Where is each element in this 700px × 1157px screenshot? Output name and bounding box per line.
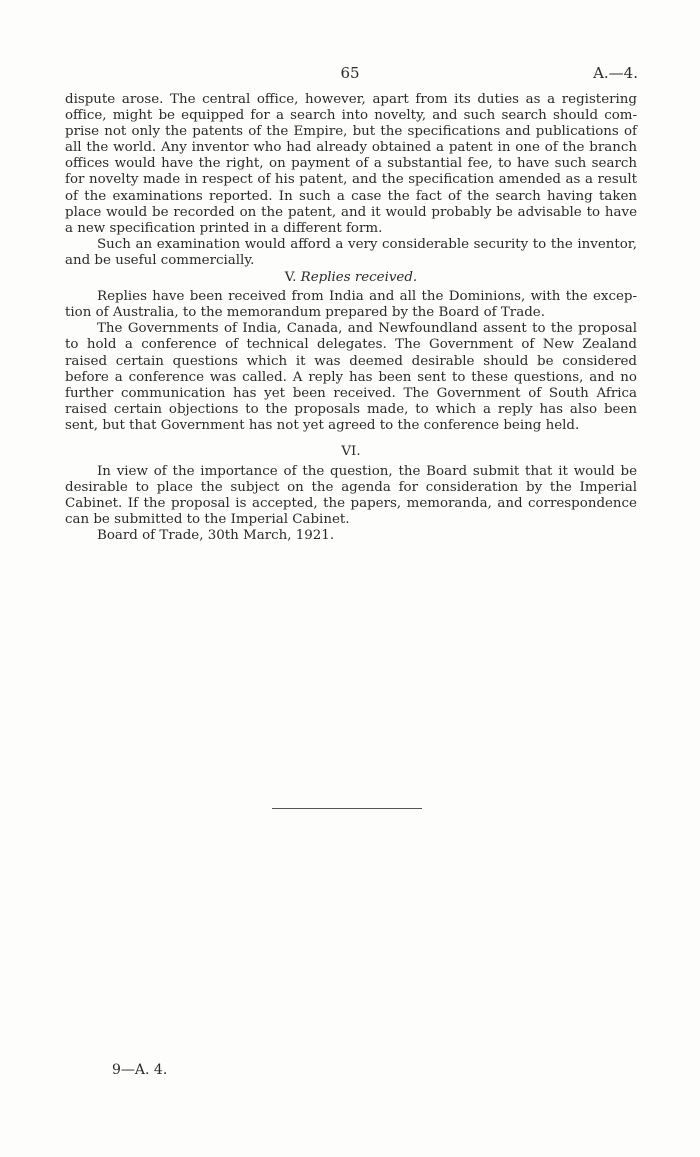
paragraph-board-submission: In view of the importance of the question, the Board submit that it would be desirable to place the subject on the agenda for consideration by the Imperial Cabinet. If the proposal is accepted, the papers, memoranda, and correspondence can be submitted to the Imperial Cabinet. xyxy=(65,464,637,528)
document-body xyxy=(65,92,637,545)
closing-divider xyxy=(272,808,422,809)
section-number: VI. xyxy=(341,443,361,459)
document-reference: A.—4. xyxy=(593,64,638,82)
section-title: Replies received. xyxy=(300,270,418,286)
paragraph-replies-received: Replies have been received from India and all the Dominions, with the exception of Australia, to the memorandum prepared by the Board of Trade. xyxy=(65,289,637,321)
paragraph-central-office: dispute arose. The central office, however, apart from its duties as a registering office, might be equipped for a search into novelty, and such search should comprise not only the patents of the Empire, but the specifications and publications of all the world. Any inventor who had already obtained a patent in one of the branch offices would have the right, on payment of a substantial fee, to have such search for novelty made in respect of his patent, and the specification amended as a result of the examinations reported. In such a case the fact of the search having taken place would be recorded on the patent, and it would probably be advisable to have a new specification printed in a different form. xyxy=(65,92,637,236)
section-number: V. xyxy=(284,270,297,286)
paragraph-examination-security: Such an examination would afford a very considerable security to the inventor, and be useful commercially. xyxy=(65,236,637,268)
paragraph-government-responses: The Governments of India, Canada, and Newfoundland assent to the proposal to hold a conference of technical delegates. The Government of New Zealand raised certain questions which it was deemed desirable should be considered before a conference was called. A reply has been sent to these questions, and no further communication has yet been received. The Government of South Africa raised certain objections to the proposals made, to which a reply has also been sent, but that Government has not yet agreed to the conference being held. xyxy=(65,321,637,433)
page-number: 65 xyxy=(340,64,360,82)
section-heading-six xyxy=(65,444,637,460)
section-heading-replies xyxy=(65,270,637,286)
footer-code: 9—A. 4. xyxy=(112,1062,168,1078)
signoff-line: Board of Trade, 30th March, 1921. xyxy=(97,528,335,544)
